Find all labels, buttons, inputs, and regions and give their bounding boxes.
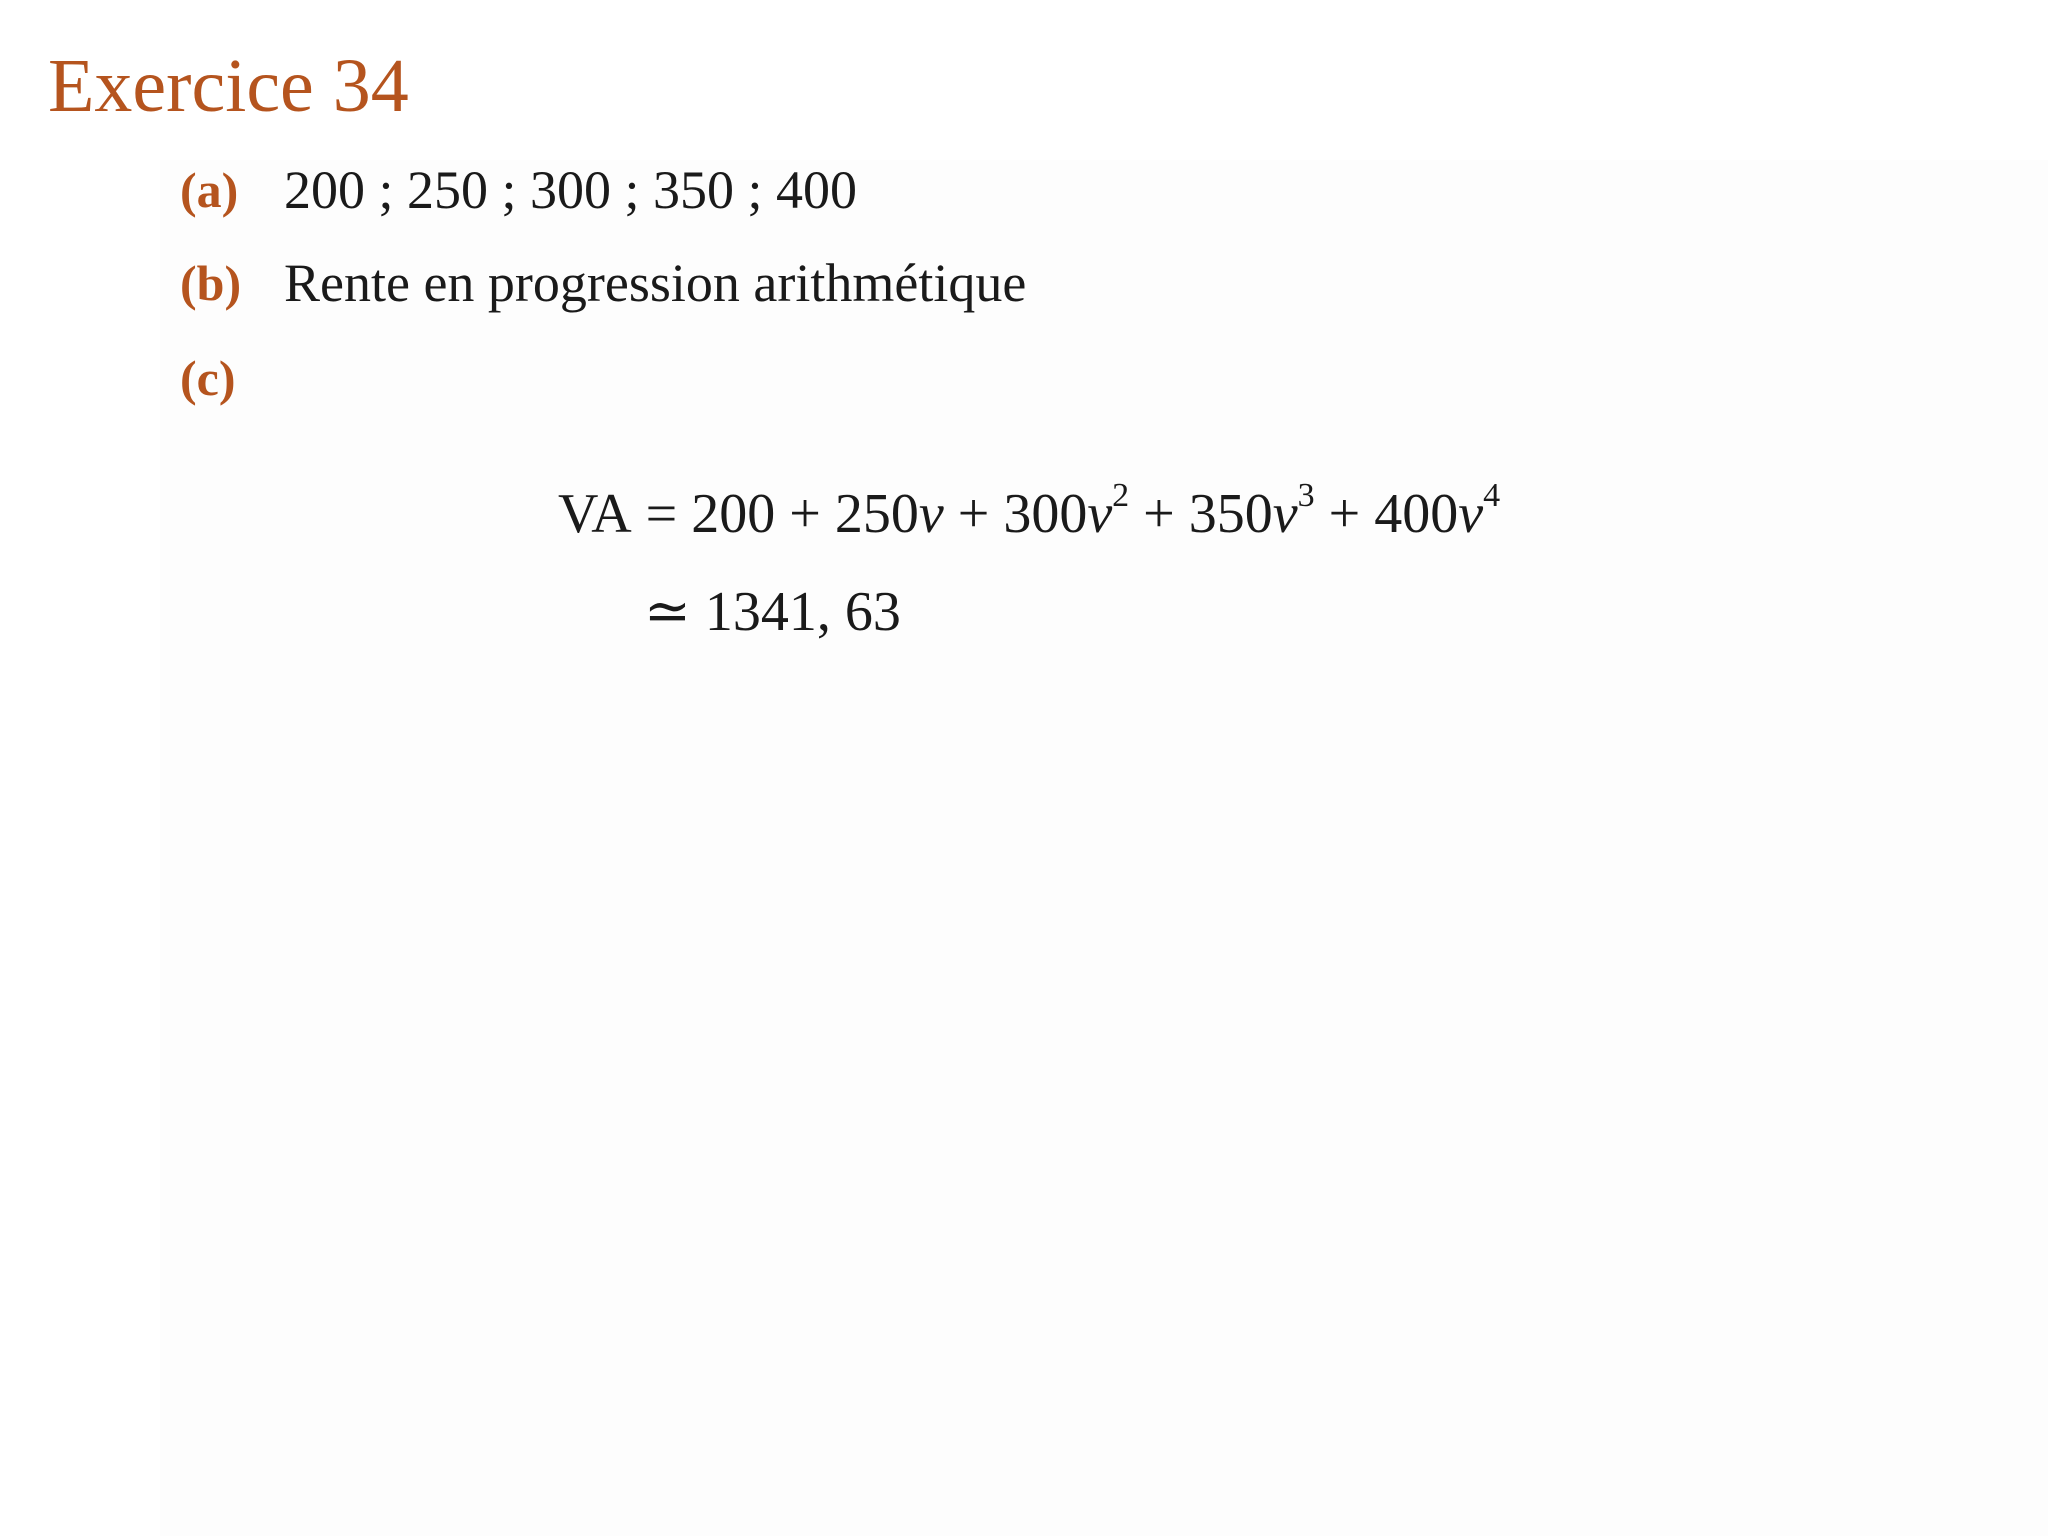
list-item-b	[180, 248, 1026, 318]
term-2-coef: 250	[834, 483, 919, 545]
item-marker-b: (b)	[180, 255, 242, 311]
term-1-coef: 200	[691, 483, 776, 545]
term-4-var: v	[1272, 483, 1298, 545]
term-5-var: v	[1458, 483, 1484, 545]
item-marker-a: (a)	[180, 162, 239, 218]
term-5-exponent: 4	[1483, 477, 1501, 514]
term-4-exponent: 3	[1297, 477, 1315, 514]
term-3-exponent: 2	[1112, 477, 1130, 514]
term-4	[1188, 477, 1315, 545]
item-marker-c: (c)	[180, 350, 236, 406]
term-5-coef: 400	[1374, 483, 1459, 545]
list-item-c	[180, 343, 284, 413]
term-5	[1374, 477, 1501, 545]
formula-result: 1341, 63	[704, 581, 901, 643]
slide-title: Exercice 34	[48, 44, 409, 128]
plus-sign: +	[1328, 483, 1361, 545]
term-4-coef: 350	[1188, 483, 1273, 545]
approx-symbol: ≃	[644, 581, 691, 643]
plus-sign: +	[1143, 483, 1175, 545]
plus-sign: +	[957, 483, 990, 545]
formula-line-2	[644, 581, 901, 643]
item-text-b: Rente en progression arithmétique	[284, 253, 1027, 313]
term-3-var: v	[1087, 483, 1113, 545]
term-1	[691, 483, 775, 545]
formula-line-1	[558, 477, 1501, 545]
equals-sign: =	[645, 483, 678, 545]
item-text-a: 200 ; 250 ; 300 ; 350 ; 400	[284, 160, 858, 220]
term-2-var: v	[918, 483, 944, 545]
list-item-a	[180, 155, 857, 225]
term-3-coef: 300	[1003, 483, 1088, 545]
page-background	[160, 160, 2048, 1536]
plus-sign: +	[789, 483, 821, 545]
term-2	[835, 483, 944, 545]
term-3	[1003, 477, 1130, 545]
formula-lhs: VA	[558, 483, 632, 545]
